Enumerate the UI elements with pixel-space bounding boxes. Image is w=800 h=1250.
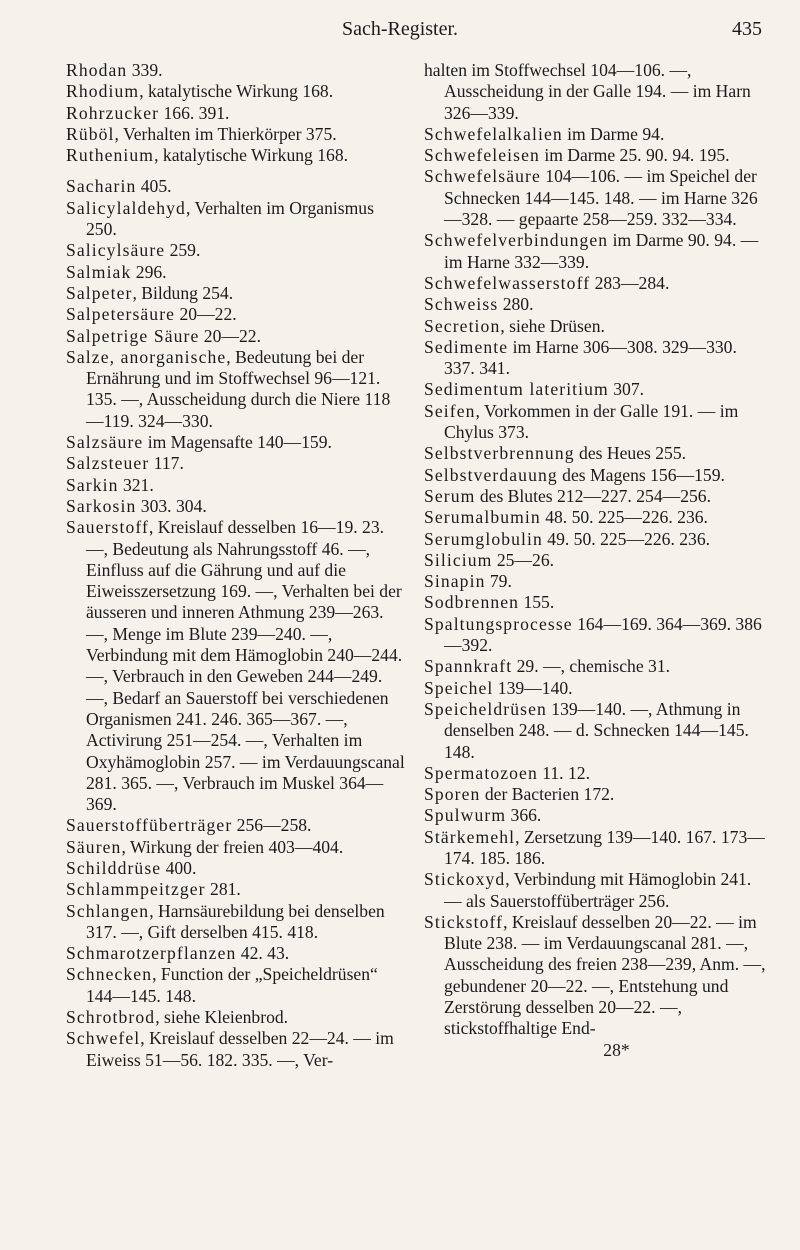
index-entry — [66, 103, 406, 124]
index-entry — [424, 592, 769, 613]
index-references: 29. —, chemische 31. — [512, 656, 671, 677]
index-references: im Magensafte 140—159. — [143, 432, 332, 453]
running-title: Sach-Register. — [341, 18, 459, 40]
index-references: , Bedeutung bei der Ernährung und im Stoffwechsel 96—121. 135. —, Ausscheidung durch die Niere 118—119. 324—330. — [86, 346, 391, 431]
index-entry — [66, 943, 406, 964]
printer-signature: 28* — [603, 1039, 630, 1060]
index-references: im Darme 25. 90. 94. 195. — [539, 145, 730, 166]
index-references: , Verhalten im Organismus 250. — [86, 197, 374, 240]
index-entry — [66, 1028, 406, 1071]
index-term: Spannkraft — [424, 656, 513, 677]
index-references: , Kreislauf desselben 22—24. — im Eiweiss 51—56. 182. 335. —, Ver- — [86, 1028, 394, 1070]
index-references: 321. — [118, 474, 154, 495]
index-references: 405. — [136, 176, 172, 197]
index-term: Serumglobulin — [424, 528, 543, 549]
index-entry — [424, 805, 769, 826]
index-references: 48. 50. 225—226. 236. — [540, 507, 708, 528]
index-entry — [424, 571, 769, 592]
index-term: Rüböl — [66, 123, 115, 144]
index-term: Selbstverdauung — [424, 464, 558, 485]
index-term: Schwefelsäure — [424, 166, 541, 187]
index-entry — [424, 443, 769, 464]
index-references: , Kreislauf desselben 20—22. — im Blute 238. — im Verdauungscanal 281. —, Ausscheidung des freien 238—239, Anm. —, gebundener 20—22. —, Entstehung und Zerstörung desselben 20—22. —, stickstoffhaltige End- — [444, 911, 766, 1039]
index-references: , siehe Drüsen. — [500, 315, 605, 336]
index-term: Salze, anorganische — [66, 346, 227, 367]
index-references: 307. — [608, 379, 645, 400]
index-term: Säuren — [66, 836, 122, 857]
index-entry — [424, 784, 769, 805]
index-references: , siehe Kleienbrod. — [155, 1007, 289, 1028]
index-entry — [66, 901, 406, 944]
index-entry — [424, 294, 769, 315]
index-term: Schnecken — [66, 964, 153, 985]
index-term: Serum — [424, 485, 476, 506]
index-entry — [66, 81, 406, 102]
index-entry — [66, 879, 406, 900]
index-term: Rohrzucker — [66, 102, 160, 123]
index-references: , Harnsäurebildung bei denselben 317. —, Gift derselben 415. 418. — [86, 900, 385, 942]
index-term: Sacharin — [66, 176, 137, 197]
index-references: 280. — [498, 294, 534, 315]
index-entry — [66, 1007, 406, 1028]
index-entry — [66, 240, 406, 261]
index-entry — [424, 316, 769, 337]
index-term: Speichel — [424, 677, 494, 698]
index-term: Seifen — [424, 400, 476, 421]
index-references: des Heues 255. — [574, 443, 687, 464]
index-term: Schwefelalkalien — [424, 123, 563, 144]
index-term: Silicium — [424, 549, 493, 570]
index-entry — [66, 262, 406, 283]
index-term: Schwefel — [66, 1028, 141, 1049]
index-entry — [424, 869, 769, 912]
index-term: Speicheldrüsen — [424, 698, 547, 719]
index-references: 281. — [205, 879, 241, 900]
index-term: Ruthenium — [66, 145, 155, 166]
index-references: 283—284. — [590, 272, 670, 293]
page-header — [0, 18, 800, 48]
index-term: Schweiss — [424, 294, 499, 315]
index-entry — [66, 496, 406, 517]
index-entry — [66, 326, 406, 347]
index-references: 20—22. — [175, 304, 237, 325]
index-references: , Wirkung der freien 403—404. — [121, 836, 344, 857]
index-term: Stickstoff — [424, 911, 504, 932]
index-entry — [66, 815, 406, 836]
index-entry — [66, 453, 406, 474]
index-references: 155. — [519, 592, 555, 613]
index-term: Secretion — [424, 315, 501, 336]
index-entry — [66, 347, 406, 432]
index-term: Schlammpeitzger — [66, 879, 206, 900]
index-entry — [424, 656, 769, 677]
index-references: im Darme 90. 94. — im Harne 332—339. — [444, 230, 759, 272]
index-term: Salpetrige Säure — [66, 325, 200, 346]
index-references: 139—140. —, Athmung in denselben 248. — d. Schnecken 144—145. 148. — [444, 698, 749, 762]
index-term: Sporen — [424, 784, 481, 805]
index-term: Stickoxyd — [424, 869, 506, 890]
index-references: 166. 391. — [159, 102, 230, 123]
index-term: Sarkin — [66, 474, 119, 495]
index-term: Salicylaldehyd — [66, 197, 186, 218]
index-entry — [66, 145, 406, 166]
index-entry — [424, 486, 769, 507]
index-entry — [424, 401, 769, 444]
index-term: Rhodan — [66, 60, 128, 80]
index-references: , Verbindung mit Hämoglobin 241. — als Sauerstoffüberträger 256. — [444, 869, 752, 911]
index-entry — [424, 379, 769, 400]
index-references: , katalytische Wirkung 168. — [139, 81, 334, 102]
index-term: Salzsäure — [66, 432, 144, 453]
index-entry — [66, 964, 406, 1007]
index-entry — [424, 912, 769, 1040]
index-references: 164—169. 364—369. 386—392. — [444, 613, 762, 656]
index-references: 256—258. — [232, 815, 312, 836]
index-term: Schwefelverbindungen — [424, 230, 609, 251]
index-entry — [66, 60, 406, 81]
index-entry — [66, 517, 406, 815]
index-term: Stärkemehl — [424, 826, 516, 847]
index-references: 296. — [131, 261, 167, 282]
index-references: 117. — [149, 453, 184, 474]
index-references: des Magens 156—159. — [557, 464, 725, 485]
index-entry — [424, 230, 769, 273]
index-references: 11. 12. — [537, 762, 590, 783]
index-term: Salpeter — [66, 282, 133, 303]
index-references: , Vorkommen in der Galle 191. — im Chylus 373. — [444, 400, 739, 443]
index-entry — [66, 124, 406, 145]
index-references: , Function der „Speicheldrüsen“ 144—145. 148. — [86, 964, 378, 1006]
index-term: Serumalbumin — [424, 507, 541, 528]
index-term: Spulwurm — [424, 805, 507, 826]
index-term: Schwefeleisen — [424, 145, 540, 166]
index-entry — [424, 507, 769, 528]
index-references: der Bacterien 172. — [480, 784, 615, 805]
index-term: Selbstverbrennung — [424, 443, 575, 464]
index-entry — [424, 145, 769, 166]
index-references: 25—26. — [492, 549, 555, 570]
index-term: Schrotbrod — [66, 1007, 156, 1028]
index-term: Salicylsäure — [66, 240, 166, 261]
index-references: , Zersetzung 139—140. 167. 173—174. 185. 186. — [444, 826, 765, 868]
index-references: , Bildung 254. — [132, 282, 234, 303]
index-references: im Darme 94. — [562, 123, 665, 144]
index-entry — [66, 432, 406, 453]
index-term: Salpetersäure — [66, 304, 176, 325]
index-entry — [424, 124, 769, 145]
index-entry — [424, 465, 769, 486]
index-term: Spermatozoen — [424, 762, 538, 783]
index-references: , Verhalten im Thierkörper 375. — [114, 123, 337, 144]
index-references: 49. 50. 225—226. 236. — [542, 528, 711, 549]
index-term: Schlangen — [66, 900, 150, 921]
index-references: 104—106. — im Speichel der Schnecken 144—145. 148. — im Harne 326—328. — gepaarte 258—259. 332—334. — [444, 166, 758, 230]
index-references: 303. 304. — [136, 495, 207, 516]
page-number: 435 — [732, 18, 762, 40]
index-entry — [66, 837, 406, 858]
index-entry — [66, 858, 406, 879]
index-entry — [424, 763, 769, 784]
index-term: Sedimentum lateritium — [424, 379, 609, 400]
index-entry — [424, 273, 769, 294]
index-entry — [424, 827, 769, 870]
index-entry — [424, 614, 769, 657]
index-term: Salmiak — [66, 261, 132, 282]
index-references: halten im Stoffwechsel 104—106. —, Ausscheidung in der Galle 194. — im Harn 326—339. — [424, 60, 751, 123]
index-entry — [424, 550, 769, 571]
index-term: Schwefelwasserstoff — [424, 272, 591, 293]
index-term: Schmarotzerpflanzen — [66, 943, 237, 964]
index-term: Sinapin — [424, 571, 486, 592]
index-references: im Harne 306—308. 329—330. 337. 341. — [444, 336, 737, 379]
index-references: 42. 43. — [236, 943, 290, 964]
index-entry — [424, 678, 769, 699]
index-references: 339. — [127, 60, 163, 80]
index-references: 366. — [506, 805, 542, 826]
right-column — [424, 60, 769, 1061]
index-entry — [66, 475, 406, 496]
index-entry — [66, 176, 406, 197]
left-column — [66, 60, 406, 1071]
index-references: 400. — [161, 857, 197, 878]
index-term: Sauerstoff — [66, 517, 149, 538]
index-entry — [424, 529, 769, 550]
index-term: Spaltungsprocesse — [424, 613, 573, 634]
index-entry — [424, 60, 769, 124]
index-references: 139—140. — [493, 677, 573, 698]
index-references: 79. — [485, 571, 512, 592]
index-term: Salzsteuer — [66, 453, 150, 474]
index-references: , katalytische Wirkung 168. — [154, 145, 349, 166]
index-entry — [66, 198, 406, 241]
index-term: Sodbrennen — [424, 592, 520, 613]
index-references: des Blutes 212—227. 254—256. — [475, 485, 711, 506]
index-term: Sedimente — [424, 336, 509, 357]
index-term: Sarkosin — [66, 495, 137, 516]
index-term: Schilddrüse — [66, 857, 162, 878]
index-term: Sauerstoffüberträger — [66, 815, 233, 836]
index-entry — [424, 699, 769, 763]
index-term: Rhodium — [66, 81, 140, 102]
index-entry — [424, 337, 769, 380]
index-entry — [66, 304, 406, 325]
index-references: , Kreislauf desselben 16—19. 23. —, Bedeutung als Nahrungsstoff 46. —, Einfluss auf die Gährung und auf die Eiweisszersetzung 169. —, Verhalten bei der äusseren und inneren Athmung 239—263. —, Menge im Blute 239—240. —, Verbindung mit dem Hämoglobin 240—244. —, Verbrauch in den Geweben 244—249. —, Bedarf an Sauerstoff bei verschiedenen Organismen 241. 246. 365—367. —, Activirung 251—254. —, Verhalten im Oxyhämoglobin 257. — im Verdauungscanal 281. 365. —, Verbrauch im Muskel 364—369. — [86, 517, 405, 815]
index-references: 20—22. — [199, 325, 261, 346]
index-entry — [424, 166, 769, 230]
index-references: 259. — [165, 240, 201, 261]
index-entry — [66, 283, 406, 304]
